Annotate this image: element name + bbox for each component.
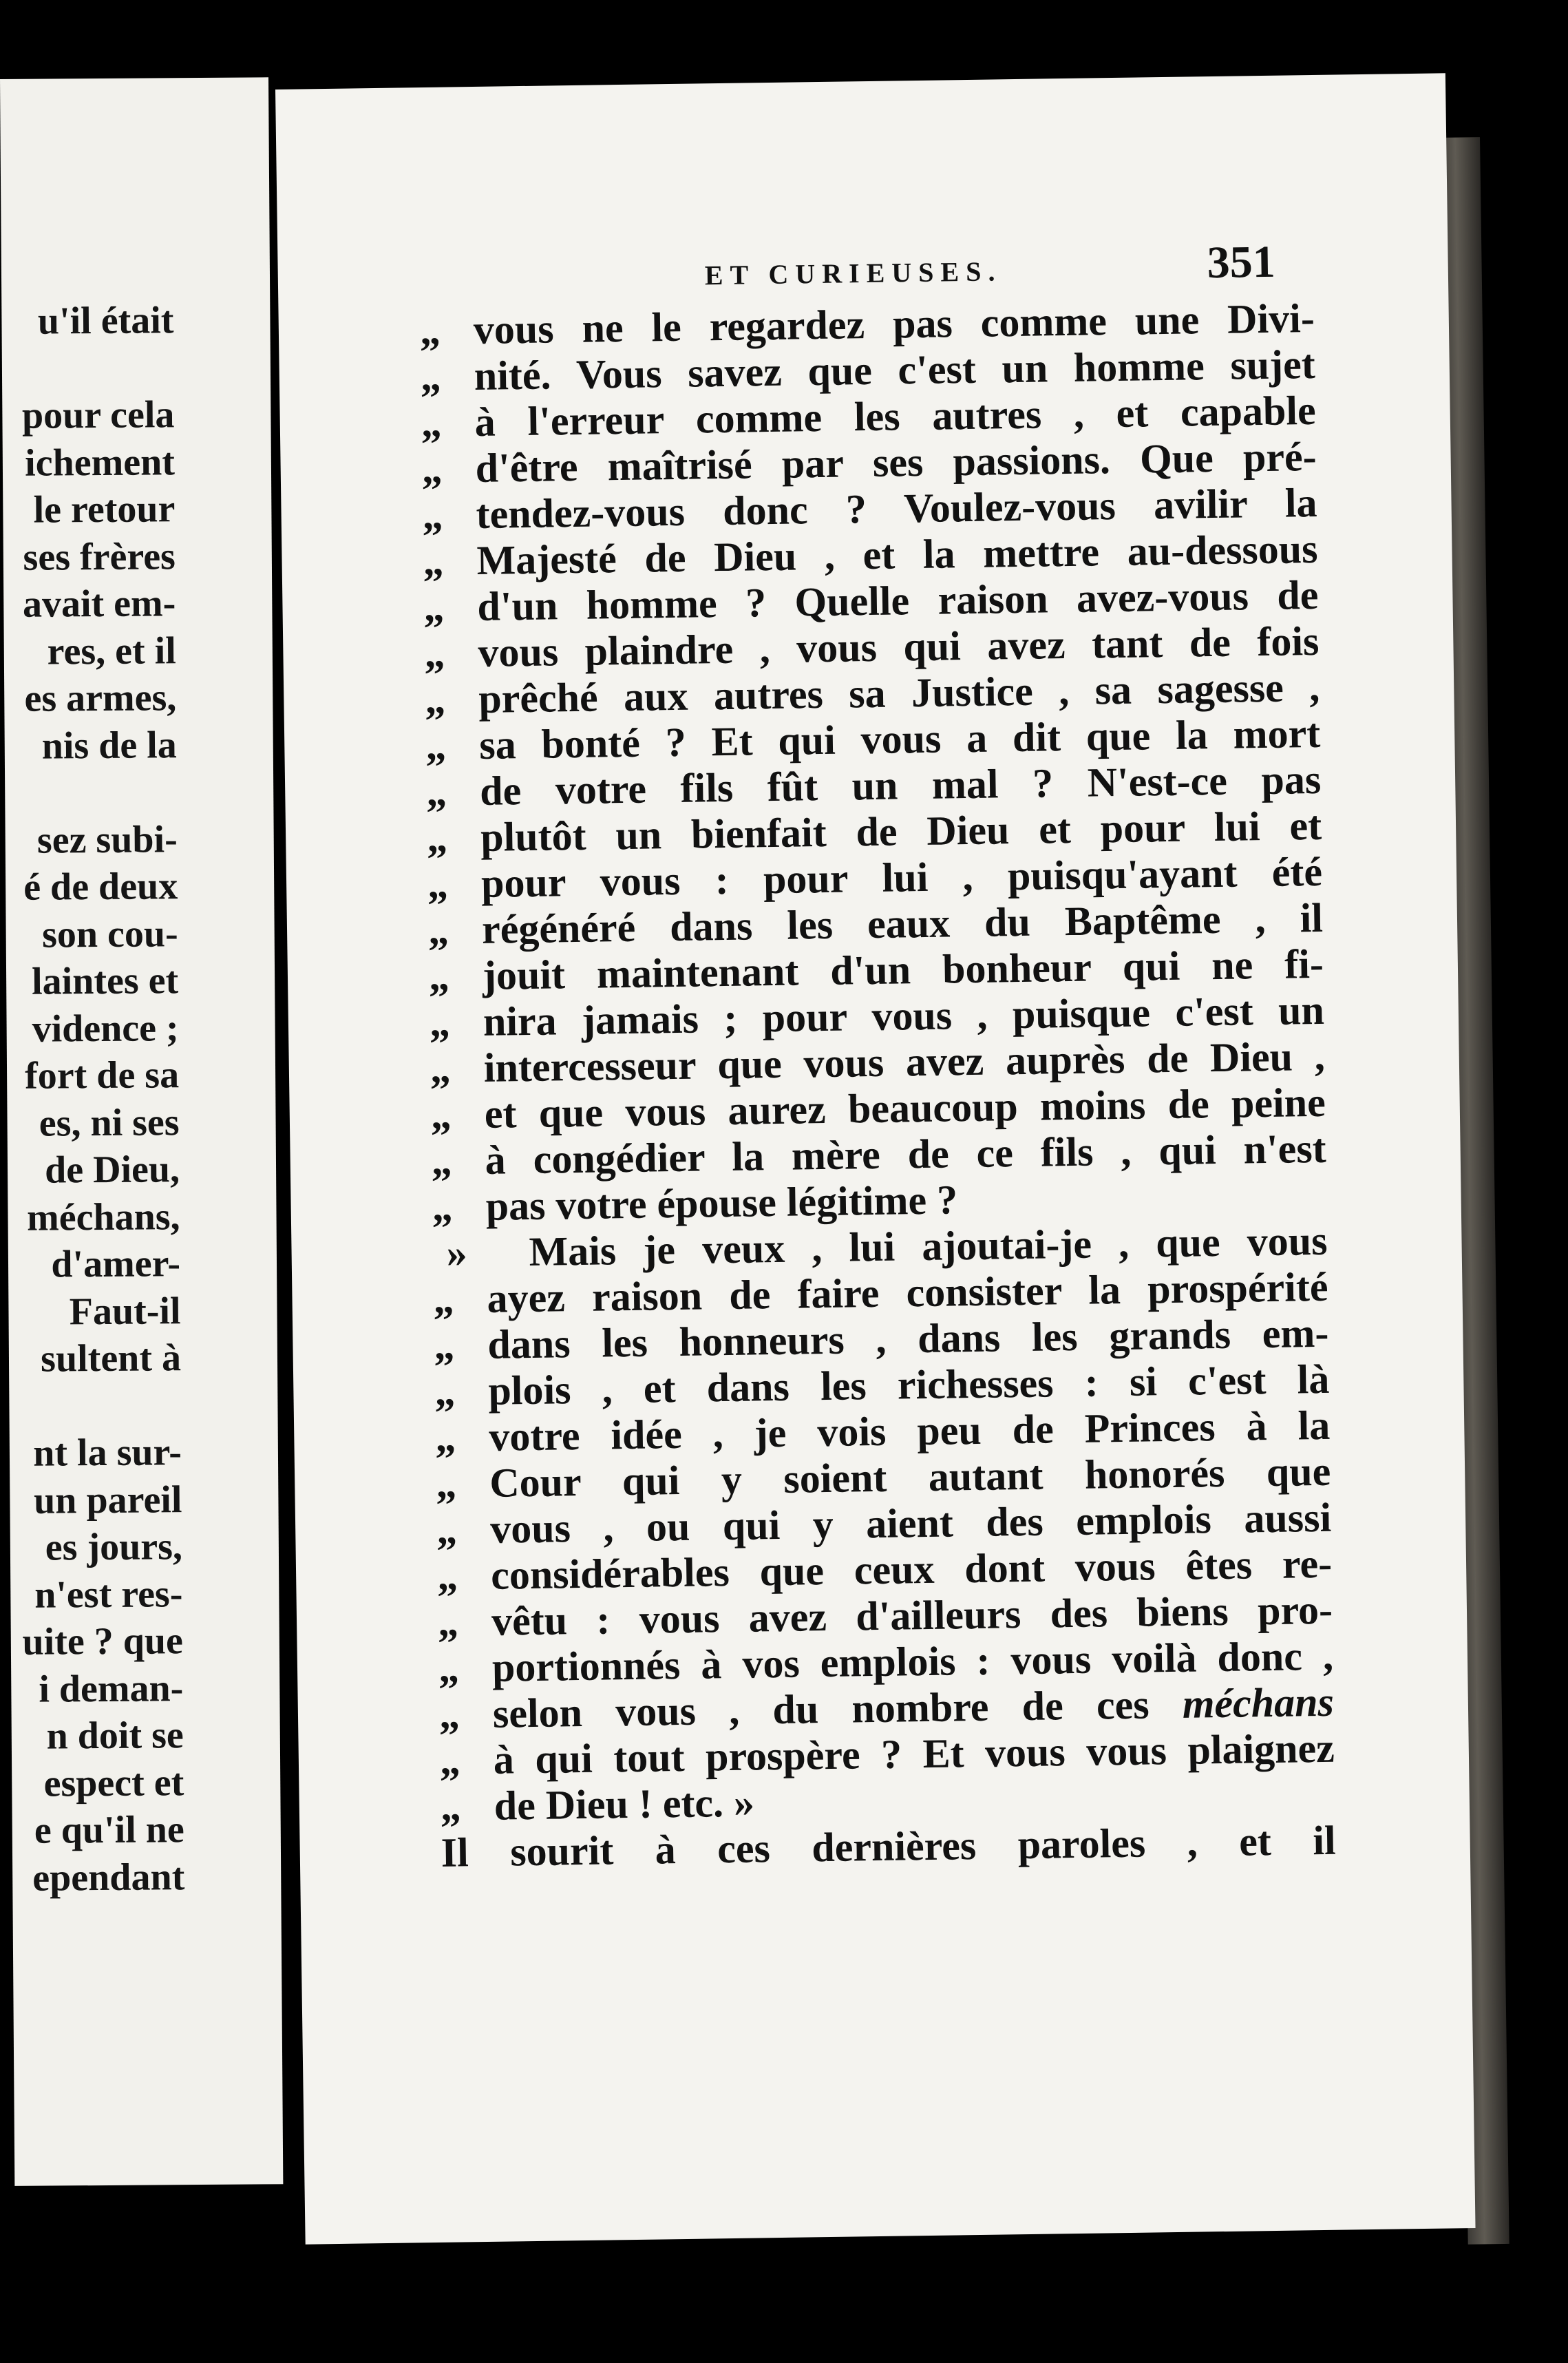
quotation-mark: „ [440, 1783, 462, 1829]
line-words: de Dieu ! etc. » [494, 1779, 755, 1829]
left-page-line: avait em- [22, 582, 176, 626]
quotation-mark: „ [425, 768, 447, 815]
line-words: tendez-vous donc ? Voulez-vous avilir la [476, 479, 1317, 537]
line-words: à qui tout prospère ? Et vous vous plaignez [493, 1725, 1335, 1783]
line-words: portionnés à vos emplois : vous voilà donc , [491, 1632, 1334, 1690]
quotation-mark: „ [423, 538, 445, 585]
line-words: plutôt un bienfait de Dieu et pour lui et [480, 802, 1322, 860]
line-words: nité. Vous savez que c'est un homme sujet [474, 341, 1316, 399]
left-page-line: é de deux [23, 865, 178, 909]
left-page-line: es armes, [24, 676, 177, 720]
left-page-line [17, 768, 178, 817]
line-words: régénéré dans les eaux du Baptême , il [481, 894, 1324, 952]
left-page-line: res, et il [47, 629, 177, 673]
page-number: 351 [1207, 236, 1276, 288]
left-page-line: n doit se [46, 1714, 184, 1758]
italic-word: méchans [1182, 1679, 1335, 1727]
left-page-line: ses frères [23, 534, 176, 579]
left-page-line: sez subi- [36, 817, 178, 862]
line-words: ayez raison de faire consister la prospérité [487, 1263, 1328, 1321]
line-words: à congédier la mère de ce fils , qui n'est [485, 1125, 1327, 1183]
left-page-line [21, 1382, 182, 1430]
quotation-mark: „ [430, 1045, 452, 1091]
left-page-line: son cou- [41, 912, 178, 956]
quotation-mark: „ [420, 353, 442, 400]
left-page-line: ichement [24, 440, 176, 485]
line-words: pour vous : pour lui , puisqu'ayant été [480, 848, 1323, 906]
line-words: sa bonté ? Et qui vous a dit que la mort [478, 710, 1321, 768]
quotation-mark: „ [434, 1368, 456, 1414]
left-page-line: méchans, [26, 1195, 180, 1239]
line-words: d'un homme ? Quelle raison avez-vous de [477, 571, 1319, 629]
quotation-mark: „ [426, 815, 448, 861]
left-page-line: nis de la [41, 723, 177, 768]
quotation-mark: „ [437, 1599, 459, 1645]
quotation-mark: „ [432, 1184, 454, 1230]
line-words: Majesté de Dieu , et la mettre au-dessous [476, 525, 1318, 583]
line-words: vous ne le regardez pas comme une Divi- [473, 295, 1315, 353]
line-words: Cour qui y soient autant honorés que [489, 1448, 1331, 1506]
left-page-line: Faut-il [69, 1289, 181, 1333]
line-words: considérables que ceux dont vous êtes re- [490, 1540, 1333, 1598]
quotation-mark: „ [433, 1276, 455, 1322]
quotation-mark: „ [421, 399, 443, 446]
left-page [0, 77, 283, 2186]
quotation-mark: „ [435, 1460, 457, 1506]
quotation-mark: „ [439, 1737, 461, 1783]
line-words: selon vous , du nombre de ces [492, 1681, 1150, 1736]
left-page-line: laintes et [31, 959, 179, 1003]
line-words: pas votre épouse légitime ? [485, 1177, 958, 1229]
line-words: nira jamais ; pour vous , puisque c'est un [483, 987, 1325, 1044]
line-words: plois , et dans les richesses : si c'est là [487, 1356, 1330, 1414]
quotation-mark: „ [434, 1322, 455, 1368]
right-page [275, 73, 1476, 2244]
left-page-line: es jours, [45, 1525, 183, 1569]
line-words: et que vous aurez beaucoup moins de peine [484, 1079, 1326, 1137]
line-words: vous , ou qui y aient des emplois aussi [489, 1494, 1332, 1552]
quotation-mark: „ [436, 1553, 458, 1599]
left-page-line: i deman- [39, 1666, 184, 1711]
line-words: dans les honneurs , dans les grands em- [487, 1310, 1329, 1367]
left-page-line: le retour [33, 487, 176, 532]
quotation-mark: „ [427, 907, 449, 954]
line-words: votre idée , je vois peu de Princes à la [488, 1402, 1331, 1460]
line-words: à l'erreur comme les autres , et capable [474, 387, 1317, 445]
quotation-mark: „ [423, 584, 445, 631]
quotation-mark: „ [428, 953, 450, 1000]
line-words: vous plaindre , vous qui avez tant de fois [477, 618, 1320, 675]
line-words: prêché aux autres sa Justice , sa sagesse , [478, 664, 1320, 722]
left-page-line: sultent à [40, 1336, 182, 1380]
quotation-mark: „ [431, 1137, 453, 1184]
left-page-line: u'il était [37, 299, 174, 343]
left-page-line: es, ni ses [39, 1100, 180, 1145]
left-page-line: nt la sur- [32, 1431, 182, 1475]
quotation-mark: „ [436, 1506, 458, 1553]
left-page-line: vidence ; [32, 1006, 179, 1051]
left-page-line: e qu'il ne [34, 1808, 184, 1852]
line-words: d'être maîtrisé par ses passions. Que pré- [475, 433, 1317, 491]
left-page-line: uite ? que [22, 1619, 184, 1663]
left-page-text [13, 297, 185, 1902]
left-page-line: d'amer- [51, 1242, 181, 1286]
quotation-mark: „ [424, 676, 446, 723]
left-page-line: espect et [43, 1761, 184, 1805]
quotation-mark: „ [434, 1414, 456, 1460]
quotation-mark: „ [425, 722, 447, 769]
quotation-mark: „ [422, 492, 444, 538]
line-words: jouit maintenant d'un bonheur qui ne fi- [482, 941, 1324, 998]
running-head: ET CURIEUSES. [704, 255, 1002, 291]
left-page-line: fort de sa [24, 1053, 180, 1098]
quotation-mark: „ [427, 861, 449, 907]
line-words: intercesseur que vous avez auprès de Dieu , [483, 1033, 1326, 1091]
line-words: Il sourit à ces dernières paroles , et il [441, 1817, 1337, 1876]
body-text [419, 295, 1336, 1876]
line-words: Mais je veux , lui ajoutai-je , que vous [529, 1217, 1328, 1275]
quotation-mark: „ [421, 445, 443, 492]
quotation-mark: „ [423, 630, 445, 677]
left-page-line: de Dieu, [44, 1148, 180, 1192]
left-page-line [13, 344, 174, 392]
line-words: vêtu : vous avez d'ailleurs des biens pro- [491, 1586, 1333, 1644]
opening-guillemet: » [446, 1230, 468, 1276]
quotation-mark: „ [429, 999, 451, 1046]
left-page-line: un pareil [33, 1478, 182, 1522]
left-page-line: ependant [32, 1855, 185, 1900]
quotation-mark: „ [430, 1091, 452, 1137]
quotation-mark: „ [438, 1645, 460, 1691]
left-page-line: n'est res- [34, 1572, 183, 1617]
quotation-mark: „ [419, 307, 441, 354]
line-words: de votre fils fût un mal ? N'est-ce pas [479, 756, 1322, 814]
left-page-line: pour cela [21, 393, 175, 437]
quotation-mark: „ [438, 1691, 460, 1737]
